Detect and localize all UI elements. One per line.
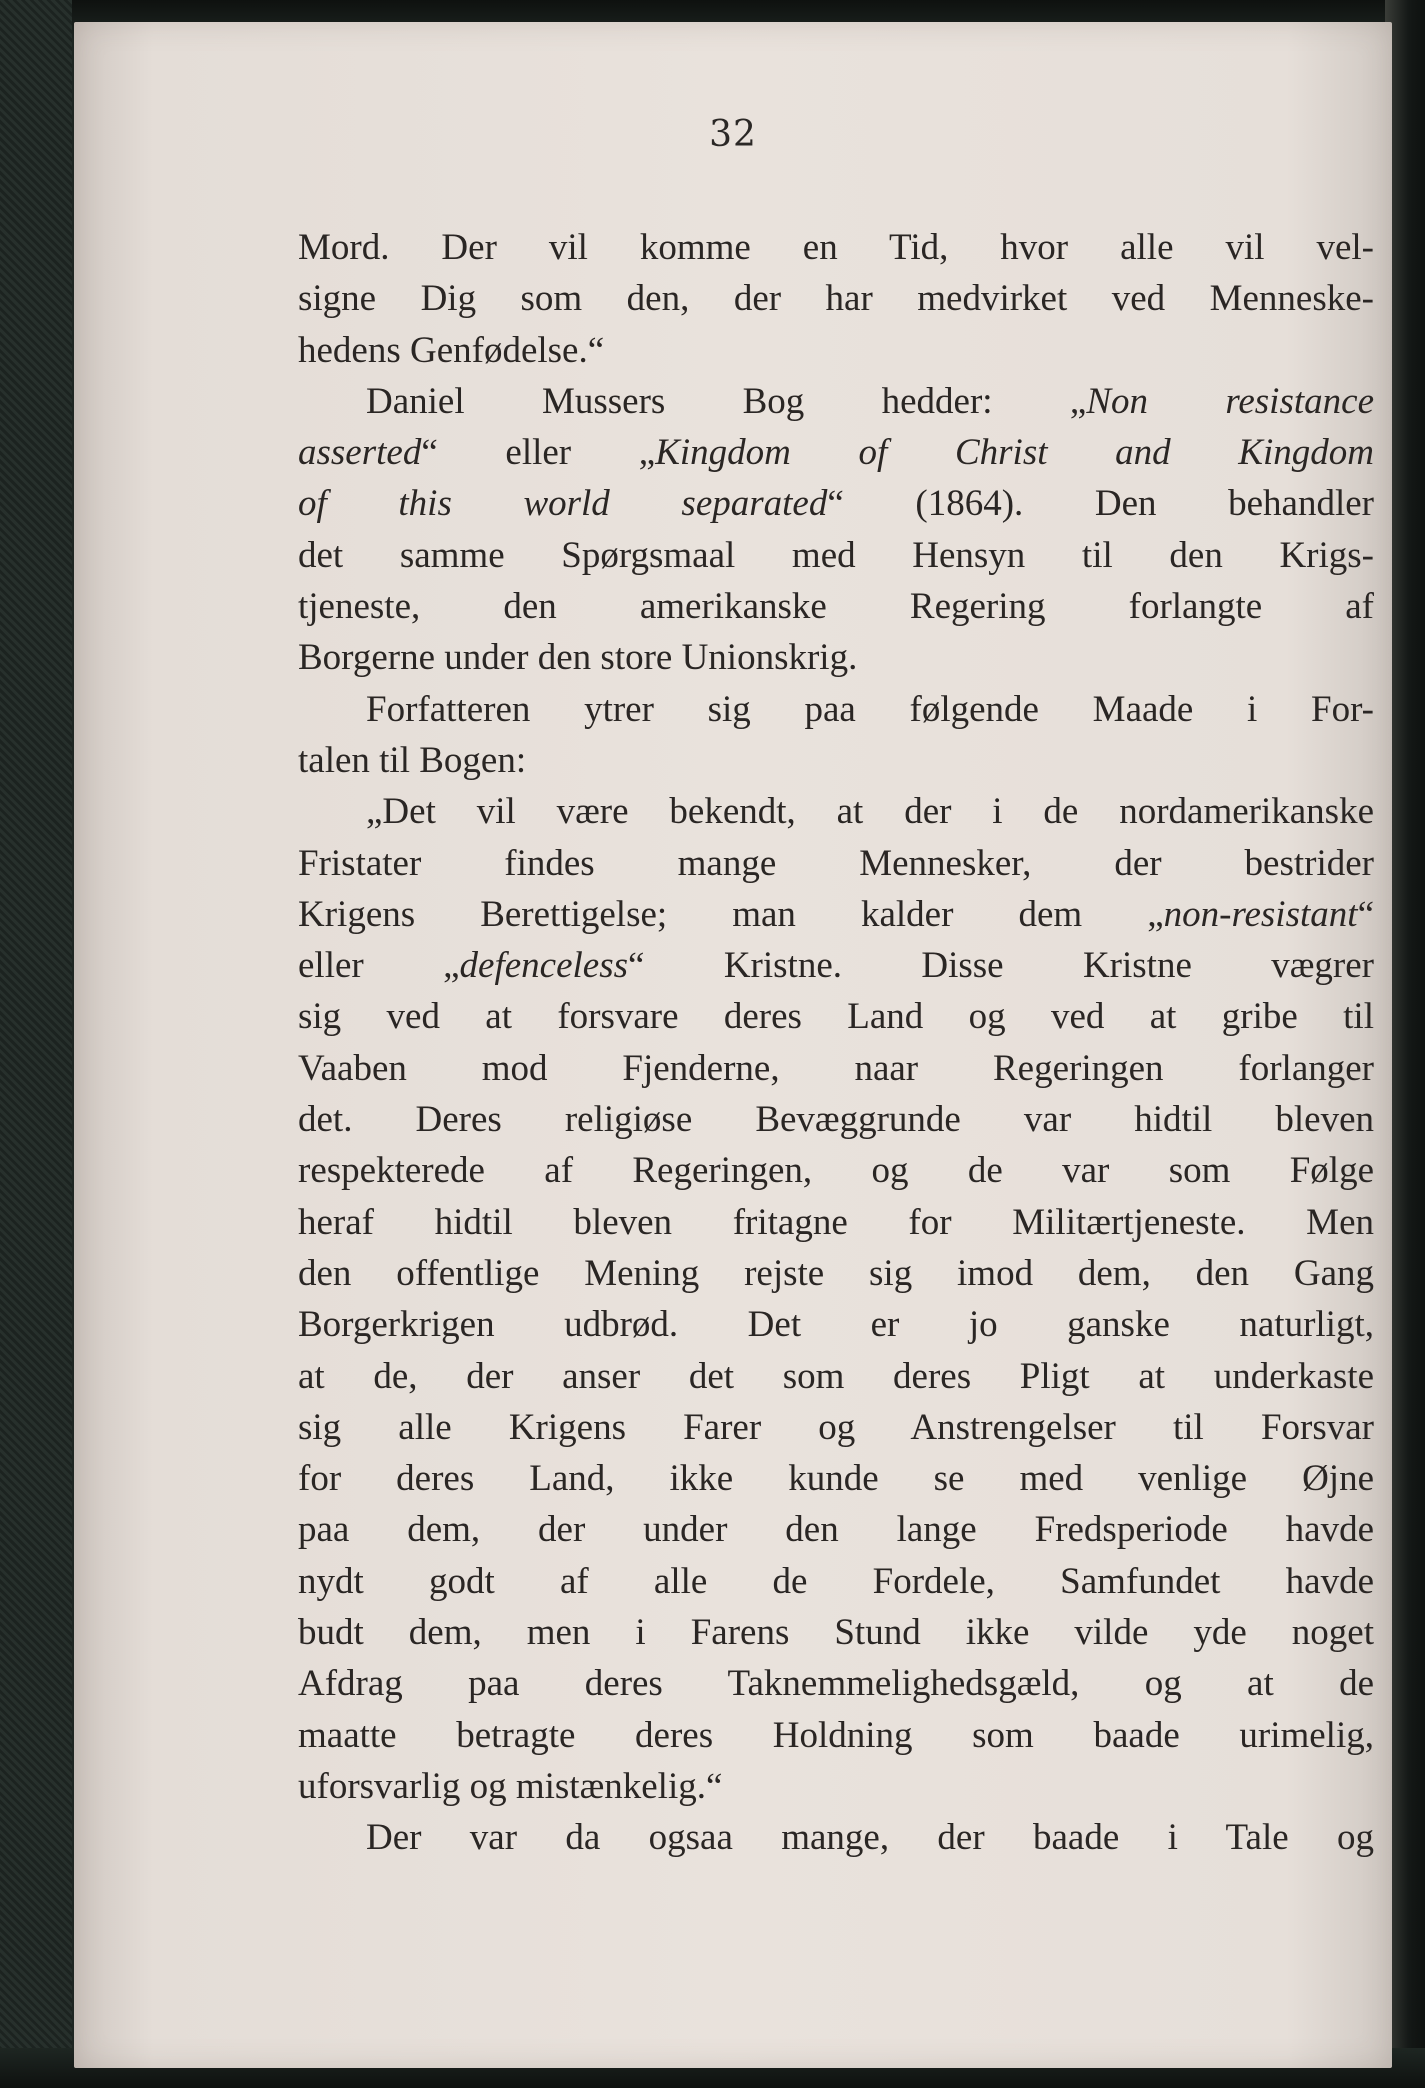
text-line: Afdrag paa deres Taknemmelighedsgæld, og at de — [298, 1663, 1374, 1705]
italic-title: defenceless — [459, 945, 629, 987]
text-line: Fristater findes mange Mennesker, der bestrider — [298, 842, 1374, 884]
text-line: den offentlige Mening rejste sig imod dem, den Gang — [298, 1252, 1374, 1294]
page-number: 32 — [709, 114, 757, 155]
text-line — [298, 940, 1374, 991]
text-line: at de, der anser det som deres Pligt at underkaste — [298, 1355, 1374, 1397]
text-line — [298, 376, 1374, 427]
text-segment: “ (1864). Den behandler — [827, 483, 1374, 525]
text-line: paa dem, der under den lange Fredsperiode havde — [298, 1509, 1374, 1551]
text-line — [298, 478, 1374, 529]
italic-title: Kingdom of Christ and Kingdom — [655, 432, 1374, 474]
text-line: sig ved at forsvare deres Land og ved at gribe til — [298, 996, 1374, 1038]
text-line: budt dem, men i Farens Stund ikke vilde yde noget — [298, 1612, 1374, 1654]
text-line: talen til Bogen: — [298, 739, 527, 781]
text-line: Vaaben mod Fjenderne, naar Regeringen forlanger — [298, 1047, 1374, 1089]
text-line: respekterede af Regeringen, og de var som Følge — [298, 1150, 1374, 1192]
italic-title: asserted — [298, 432, 422, 474]
text-line: det samme Spørgsmaal med Hensyn til den Krigs- — [298, 534, 1374, 576]
text-line — [298, 889, 1374, 940]
text-line: maatte betragte deres Holdning som baade urimelig, — [298, 1714, 1374, 1756]
text-line: heraf hidtil bleven fritagne for Militærtjeneste. Men — [298, 1201, 1374, 1243]
text-line: uforsvarlig og mistænkelig.“ — [298, 1765, 723, 1807]
text-segment: eller „ — [298, 945, 460, 987]
text-line: „Det vil være bekendt, at der i de nordamerikanske — [366, 791, 1374, 833]
text-line: det. Deres religiøse Bevæggrunde var hidtil bleven — [298, 1099, 1374, 1141]
text-line: Borgerne under den store Unionskrig. — [298, 637, 858, 679]
text-segment: Krigens Berettigelse; man kalder dem „ — [298, 893, 1164, 935]
text-line: Der var da ogsaa mange, der baade i Tale og — [366, 1817, 1374, 1859]
book-cover-left — [0, 0, 72, 2088]
body-text — [298, 222, 1374, 1864]
text-segment: “ — [1357, 893, 1374, 935]
book-page — [74, 22, 1392, 2068]
text-line — [298, 427, 1374, 478]
text-segment: “ Kristne. Disse Kristne vægrer — [628, 945, 1374, 987]
text-line: signe Dig som den, der har medvirket ved Menneske- — [298, 278, 1374, 320]
text-line: Mord. Der vil komme en Tid, hvor alle vil vel- — [298, 227, 1374, 268]
italic-title: non-resistant — [1163, 893, 1358, 935]
text-segment: Daniel Mussers Bog hedder: „ — [366, 380, 1087, 422]
text-line: Borgerkrigen udbrød. Det er jo ganske naturligt, — [298, 1304, 1374, 1346]
text-line: Forfatteren ytrer sig paa følgende Maade i For- — [366, 688, 1374, 730]
text-line: sig alle Krigens Farer og Anstrengelser til Forsvar — [298, 1406, 1374, 1448]
text-line: for deres Land, ikke kunde se med venlige Øjne — [298, 1458, 1374, 1500]
text-line: hedens Genfødelse.“ — [298, 329, 605, 371]
text-line: tjeneste, den amerikanske Regering forlangte af — [298, 586, 1374, 628]
text-segment: “ eller „ — [421, 432, 656, 474]
text-line: nydt godt af alle de Fordele, Samfundet havde — [298, 1560, 1374, 1602]
italic-title: of this world separated — [298, 483, 828, 525]
italic-title: Non resistance — [1086, 380, 1374, 422]
